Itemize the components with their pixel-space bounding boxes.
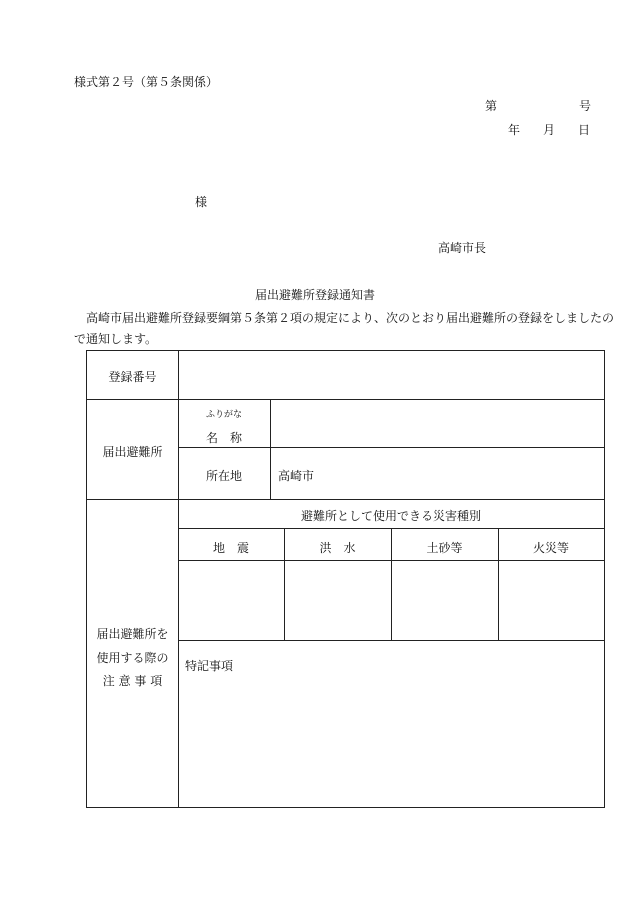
row-divider	[178, 640, 604, 641]
issuer: 高崎市長	[438, 241, 487, 255]
number-suffix: 号	[579, 99, 592, 113]
furigana-label: ふりがな	[205, 410, 242, 420]
row-divider	[87, 399, 604, 400]
form-number: 様式第２号（第５条関係）	[74, 75, 219, 89]
date-month-label: 月	[543, 123, 556, 137]
location-label: 所在地	[205, 469, 242, 483]
number-prefix: 第	[485, 99, 498, 113]
disaster-type-landslide: 土砂等	[426, 541, 463, 555]
special-notes-label: 特記事項	[185, 659, 234, 673]
document-title: 届出避難所登録通知書	[254, 288, 375, 302]
notes-label-line3: 注 意 事 項	[102, 674, 163, 688]
disaster-type-fire: 火災等	[532, 541, 569, 555]
registration-table	[86, 350, 605, 808]
registration-number-label: 登録番号	[108, 370, 157, 384]
disaster-type-flood: 洪 水	[319, 541, 356, 555]
date-year-label: 年	[508, 123, 521, 137]
date-day-label: 日	[578, 123, 591, 137]
notes-label-line2: 使用する際の	[96, 651, 169, 665]
disaster-type-header: 避難所として使用できる災害種別	[300, 509, 481, 523]
location-value: 高崎市	[278, 469, 315, 483]
row-divider	[178, 447, 604, 448]
disaster-type-earthquake: 地 震	[212, 541, 249, 555]
document-body: 高崎市届出避難所登録要綱第５条第２項の規定により、次のとおり届出避難所の登録をしましたので通知します。	[74, 311, 615, 346]
column-divider	[270, 399, 271, 499]
row-divider	[87, 499, 604, 500]
notes-label-line1: 届出避難所を	[96, 627, 169, 641]
addressee-suffix: 様	[195, 195, 208, 209]
name-label: 名 称	[205, 431, 242, 445]
shelter-label: 届出避難所	[102, 445, 163, 459]
